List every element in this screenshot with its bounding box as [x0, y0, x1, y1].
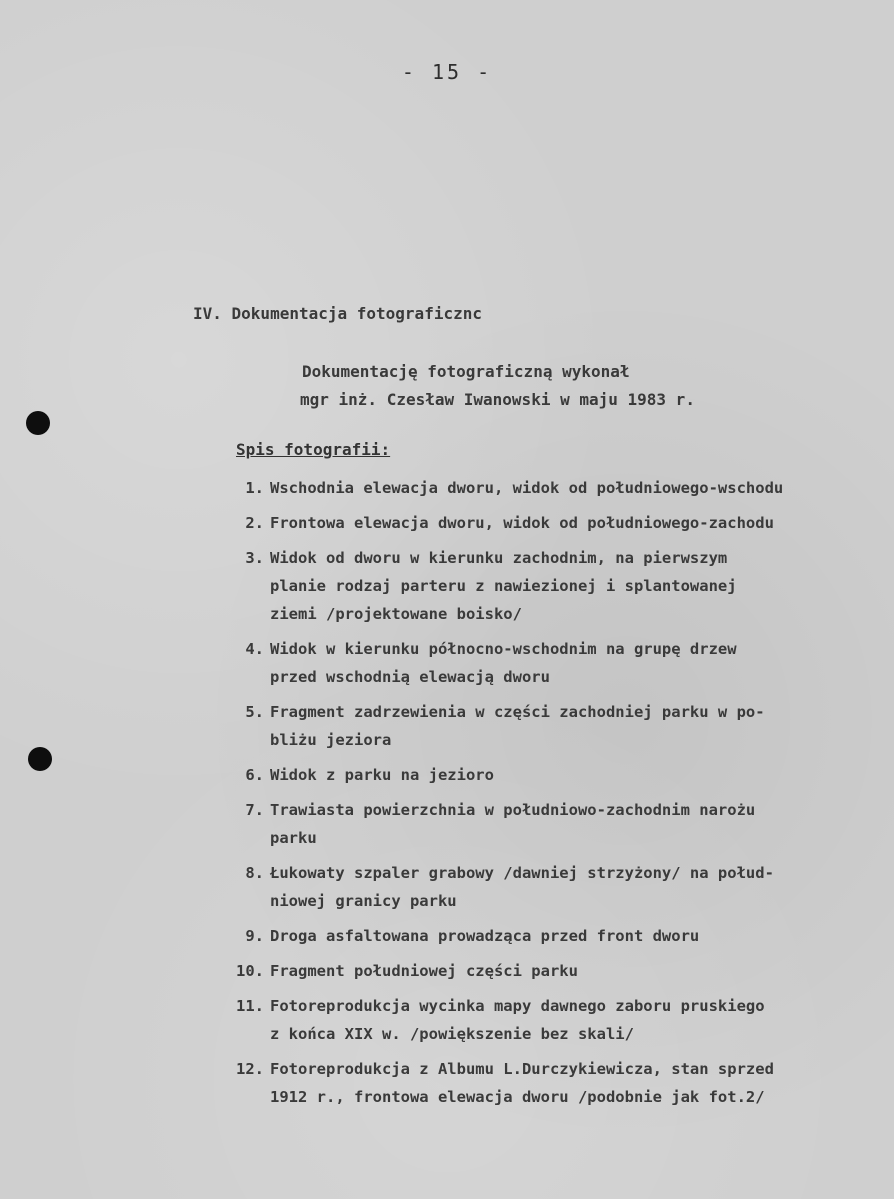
photo-item-line: Widok w kierunku północno-wschodnim na grupę drzew — [270, 640, 737, 658]
photo-item-line: niowej granicy parku — [270, 892, 457, 910]
photo-item-number: 9. — [245, 927, 264, 945]
photo-list-item — [212, 992, 888, 1048]
photo-item-number: 4. — [245, 640, 264, 658]
photo-list-heading: Spis fotografii: — [236, 440, 391, 459]
photo-item-line: bliżu jeziora — [270, 731, 392, 749]
photo-item-text — [270, 957, 888, 985]
photo-item-text — [270, 474, 888, 502]
photo-list-item — [212, 544, 888, 628]
photo-list-item — [212, 635, 888, 691]
photo-item-text — [270, 796, 888, 852]
photo-list-item — [212, 761, 888, 789]
photo-item-line: Fragment południowej części parku — [270, 962, 578, 980]
photo-list-item — [212, 509, 888, 537]
photo-item-text — [270, 859, 888, 915]
photo-item-number: 7. — [245, 801, 264, 819]
photo-list-item — [212, 698, 888, 754]
photo-item-line: Widok od dworu w kierunku zachodnim, na pierwszym — [270, 549, 728, 567]
photo-item-text — [270, 992, 888, 1048]
photo-list-item — [212, 796, 888, 852]
photo-item-text — [270, 544, 888, 628]
photo-item-line: Trawiasta powierzchnia w południowo-zachodnim narożu — [270, 801, 756, 819]
intro-paragraph — [302, 358, 695, 414]
photo-list — [212, 474, 888, 1118]
photo-item-line: Wschodnia elewacja dworu, widok od południowego-wschodu — [270, 479, 784, 497]
photo-item-number: 1. — [245, 479, 264, 497]
photo-item-number: 12. — [236, 1060, 264, 1078]
section-heading: IV. Dokumentacja fotograficznс — [193, 304, 482, 323]
photo-list-item — [212, 859, 888, 915]
photo-list-item — [212, 474, 888, 502]
punch-hole-top — [26, 411, 50, 435]
photo-item-number: 8. — [245, 864, 264, 882]
photo-list-item — [212, 957, 888, 985]
photo-item-text — [270, 635, 888, 691]
photo-item-line: ziemi /projektowane boisko/ — [270, 605, 522, 623]
photo-item-text — [270, 922, 888, 950]
page-number: - 15 - — [401, 60, 493, 84]
photo-item-line: Frontowa elewacja dworu, widok od południowego-zachodu — [270, 514, 774, 532]
intro-line: Dokumentację fotograficzną wykonał — [302, 362, 630, 381]
photo-item-line: Łukowaty szpaler grabowy /dawniej strzyżony/ na połud- — [270, 864, 774, 882]
photo-list-item — [212, 922, 888, 950]
photo-item-line: parku — [270, 829, 317, 847]
photo-item-text — [270, 1055, 888, 1111]
intro-line: mgr inż. Czesław Iwanowski w maju 1983 r. — [300, 390, 695, 409]
photo-item-text — [270, 509, 888, 537]
photo-item-number: 2. — [245, 514, 264, 532]
photo-item-line: Fotoreprodukcja z Albumu L.Durczykiewicza, stan sprzed — [270, 1060, 774, 1078]
photo-item-line: Widok z parku na jezioro — [270, 766, 494, 784]
photo-item-text — [270, 698, 888, 754]
photo-item-line: 1912 r., frontowa elewacja dworu /podobnie jak fot.2/ — [270, 1088, 765, 1106]
photo-item-number: 3. — [245, 549, 264, 567]
photo-list-item — [212, 1055, 888, 1111]
photo-item-line: Fragment zadrzewienia w części zachodniej parku w po- — [270, 703, 765, 721]
punch-hole-bottom — [28, 747, 52, 771]
photo-item-line: Droga asfaltowana prowadząca przed front dworu — [270, 927, 700, 945]
photo-item-line: przed wschodnią elewacją dworu — [270, 668, 550, 686]
photo-item-line: z końca XIX w. /powiększenie bez skali/ — [270, 1025, 634, 1043]
photo-item-number: 11. — [236, 997, 264, 1015]
photo-item-number: 5. — [245, 703, 264, 721]
photo-item-number: 6. — [245, 766, 264, 784]
photo-item-text — [270, 761, 888, 789]
photo-item-line: Fotoreprodukcja wycinka mapy dawnego zaboru pruskiego — [270, 997, 765, 1015]
photo-item-line: planie rodzaj parteru z nawiezionej i splantowanej — [270, 577, 737, 595]
photo-item-number: 10. — [236, 962, 264, 980]
